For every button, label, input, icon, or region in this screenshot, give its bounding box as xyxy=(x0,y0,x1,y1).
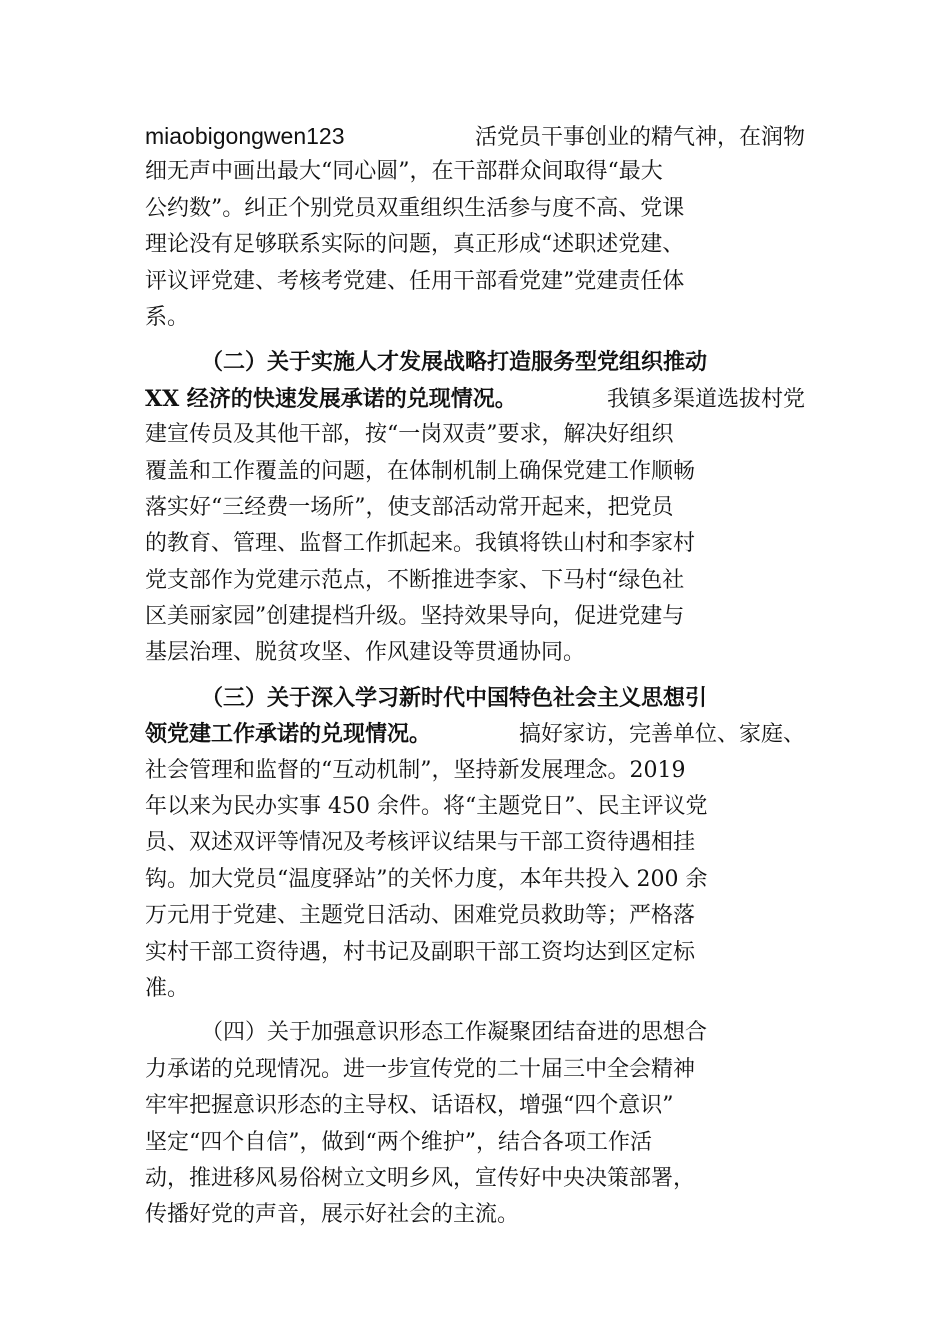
text-line xyxy=(145,264,805,300)
line-text: 钩。加大党员“温度驿站”的关怀力度，本年共投入 200 余 xyxy=(145,866,708,892)
text-line xyxy=(145,300,805,336)
line-text: 评议评党建、考核考党建、任用干部看党建”党建责任体 xyxy=(145,268,685,294)
line-text: 员、双述双评等情况及考核评议结果与干部工资待遇相挂 xyxy=(145,830,696,856)
line-text: 党支部作为党建示范点，不断推进李家、下马村“绿色社 xyxy=(145,567,685,593)
text-line xyxy=(145,1052,805,1088)
line-text: 覆盖和工作覆盖的问题，在体制机制上确保党建工作顺畅 xyxy=(145,458,696,484)
text-line xyxy=(145,526,805,562)
line-text: 实村干部工资待遇，村书记及副职干部工资均达到区定标 xyxy=(145,939,696,965)
section-heading-line xyxy=(145,344,805,380)
line-text: 基层治理、脱贫攻坚、作风建设等贯通协同。 xyxy=(145,640,586,666)
text-line xyxy=(145,971,805,1007)
line-text: 建宣传员及其他干部，按“一岗双责”要求，解决好组织 xyxy=(145,422,674,448)
text-line xyxy=(145,490,805,526)
text-line xyxy=(145,1088,805,1124)
text-line xyxy=(145,227,805,263)
line-text: 我镇多渠道选拔村党 xyxy=(606,386,805,412)
text-line xyxy=(145,635,805,671)
text-line xyxy=(145,753,805,789)
text-line xyxy=(145,789,805,825)
text-line xyxy=(145,563,805,599)
text-line xyxy=(145,1161,805,1197)
section-heading-text: （二）关于实施人才发展战略打造服务型党组织推动 xyxy=(201,349,708,376)
section-heading-text: XX 经济的快速发展承诺的兑现情况。 xyxy=(145,385,517,412)
paragraph-2 xyxy=(145,344,805,672)
line-text: 动，推进移风易俗树立文明乡风，宣传好中央决策部署， xyxy=(145,1165,696,1191)
line-text: 区美丽家园”创建提档升级。坚持效果导向，促进党建与 xyxy=(145,604,685,630)
line-text: 公约数”。纠正个别党员双重组织生活参与度不高、党课 xyxy=(145,195,685,221)
line-text: 系。 xyxy=(145,304,190,330)
line-text: 牢牢把握意识形态的主导权、话语权，增强“四个意识” xyxy=(145,1093,674,1119)
paragraph-4 xyxy=(145,1015,805,1233)
section-heading-line xyxy=(145,680,805,716)
paragraph-3 xyxy=(145,680,805,1008)
section-heading-text: （四）关于加强意识形态工作凝聚团结奋进的思想合 xyxy=(201,1020,708,1046)
section-heading-text: （三）关于深入学习新时代中国特色社会主义思想引 xyxy=(201,684,708,711)
text-line xyxy=(145,1125,805,1161)
line-text: 传播好党的声音，展示好社会的主流。 xyxy=(145,1202,520,1228)
text-line xyxy=(145,381,805,417)
text-line xyxy=(145,154,805,190)
text-line xyxy=(145,825,805,861)
text-line xyxy=(145,898,805,934)
text-line xyxy=(145,118,805,154)
line-text: 活党员干事创业的精气神，在润物 xyxy=(474,125,805,150)
watermark-text: miaobigongwen123 xyxy=(145,123,345,149)
line-text: 社会管理和监督的“互动机制”，坚持新发展理念。2019 xyxy=(145,757,686,783)
line-text: 年以来为民办实事 450 余件。将“主题党日”、民主评议党 xyxy=(145,794,708,820)
text-line xyxy=(145,862,805,898)
line-text: 力承诺的兑现情况。进一步宣传党的二十届三中全会精神 xyxy=(145,1056,696,1082)
document-body xyxy=(145,118,805,1234)
line-text: 细无声中画出最大“同心圆”，在干部群众间取得“最大 xyxy=(145,159,663,185)
text-line xyxy=(145,599,805,635)
line-text: 理论没有足够联系实际的问题，真正形成“述职述党建、 xyxy=(145,232,685,258)
text-line xyxy=(145,1197,805,1233)
text-line xyxy=(145,454,805,490)
line-text: 万元用于党建、主题党日活动、困难党员救助等；严格落 xyxy=(145,903,696,929)
line-text: 的教育、管理、监督工作抓起来。我镇将铁山村和李家村 xyxy=(145,531,696,557)
line-text: 准。 xyxy=(145,975,190,1001)
line-text: 落实好“三经费一场所”，使支部活动常开起来，把党员 xyxy=(145,494,674,520)
line-text: 坚定“四个自信”，做到“两个维护”，结合各项工作活 xyxy=(145,1129,652,1155)
text-line xyxy=(145,417,805,453)
text-line xyxy=(145,935,805,971)
section-heading-text: 领党建工作承诺的兑现情况。 xyxy=(145,721,432,748)
text-line xyxy=(145,716,805,752)
section-heading-line xyxy=(145,1015,805,1051)
text-line xyxy=(145,191,805,227)
paragraph-1 xyxy=(145,118,805,336)
line-text: 搞好家访，完善单位、家庭、 xyxy=(518,722,805,748)
